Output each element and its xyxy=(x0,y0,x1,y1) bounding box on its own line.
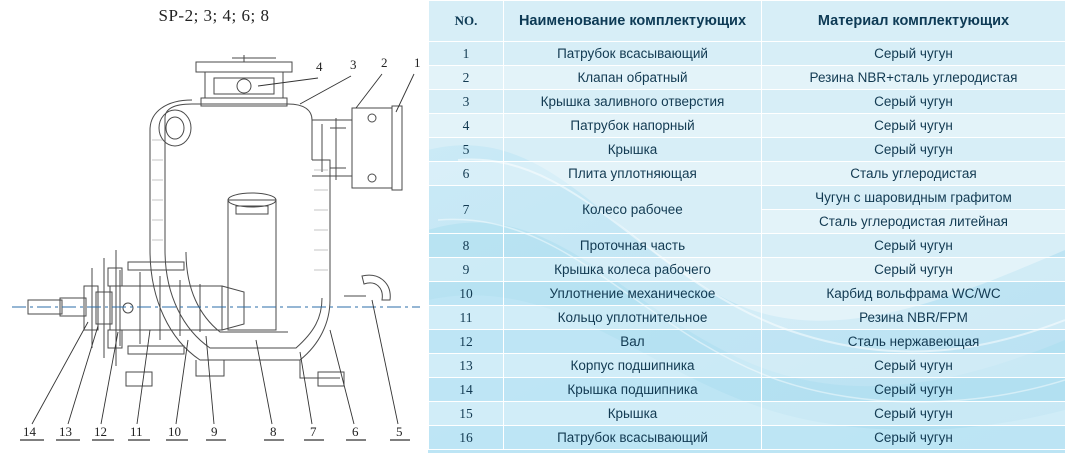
cell-name: Колесо рабочее xyxy=(504,186,762,234)
cell-name: Патрубок напорный xyxy=(504,114,762,138)
cell-no: 4 xyxy=(429,114,504,138)
callout-14: 14 xyxy=(23,424,36,439)
table-row xyxy=(429,378,1065,402)
table-row xyxy=(429,66,1065,90)
callout-6: 6 xyxy=(352,424,359,439)
callout-1: 1 xyxy=(414,55,421,70)
callout-10: 10 xyxy=(168,424,181,439)
cell-no: 5 xyxy=(429,138,504,162)
cell-no: 6 xyxy=(429,162,504,186)
table-row xyxy=(429,258,1065,282)
header-no: NO. xyxy=(429,1,504,42)
table-row xyxy=(429,282,1065,306)
cell-name: Кольцо уплотнительное xyxy=(504,306,762,330)
cell-material-alt: Сталь углеродистая литейная xyxy=(762,210,1065,234)
cell-no: 7 xyxy=(429,186,504,234)
cell-material: Серый чугун xyxy=(762,114,1065,138)
cell-name: Клапан обратный xyxy=(504,66,762,90)
parts-table-panel xyxy=(428,0,1065,453)
table-row xyxy=(429,138,1065,162)
cell-no: 1 xyxy=(429,42,504,66)
cell-no: 16 xyxy=(429,426,504,450)
cell-name: Крышка колеса рабочего xyxy=(504,258,762,282)
cell-material: Серый чугун xyxy=(762,234,1065,258)
cell-no: 8 xyxy=(429,234,504,258)
cell-no: 12 xyxy=(429,330,504,354)
header-name: Наименование комплектующих xyxy=(504,1,762,42)
cell-material: Серый чугун xyxy=(762,426,1065,450)
drawing-title: SP-2; 3; 4; 6; 8 xyxy=(158,6,270,25)
cell-material: Серый чугун xyxy=(762,354,1065,378)
cell-no: 9 xyxy=(429,258,504,282)
cell-no: 11 xyxy=(429,306,504,330)
table-row xyxy=(429,186,1065,210)
table-row xyxy=(429,90,1065,114)
cell-material: Резина NBR+сталь углеродистая xyxy=(762,66,1065,90)
table-row xyxy=(429,114,1065,138)
cell-name: Крышка xyxy=(504,402,762,426)
callout-3: 3 xyxy=(350,57,357,72)
cell-material: Сталь нержавеющая xyxy=(762,330,1065,354)
cell-name: Проточная часть xyxy=(504,234,762,258)
table-row xyxy=(429,42,1065,66)
cell-material: Резина NBR/FPM xyxy=(762,306,1065,330)
cell-name: Корпус подшипника xyxy=(504,354,762,378)
cell-no: 15 xyxy=(429,402,504,426)
cell-material: Серый чугун xyxy=(762,138,1065,162)
cell-material: Сталь углеродистая xyxy=(762,162,1065,186)
cell-material: Серый чугун xyxy=(762,378,1065,402)
cell-material: Серый чугун xyxy=(762,258,1065,282)
table-row xyxy=(429,426,1065,450)
callout-5: 5 xyxy=(396,424,403,439)
table-row xyxy=(429,402,1065,426)
cell-name: Плита уплотняющая xyxy=(504,162,762,186)
cell-material: Серый чугун xyxy=(762,402,1065,426)
table-row xyxy=(429,162,1065,186)
table-row xyxy=(429,306,1065,330)
cell-name: Крышка xyxy=(504,138,762,162)
callout-7: 7 xyxy=(310,424,317,439)
callout-9: 9 xyxy=(211,424,218,439)
pump-cross-section-svg xyxy=(0,0,428,453)
table-row xyxy=(429,234,1065,258)
cell-no: 14 xyxy=(429,378,504,402)
cell-name: Патрубок всасывающий xyxy=(504,426,762,450)
table-row xyxy=(429,330,1065,354)
cell-name: Патрубок всасывающий xyxy=(504,42,762,66)
table-header-row xyxy=(429,1,1065,42)
components-table xyxy=(428,0,1065,450)
cell-material: Серый чугун xyxy=(762,90,1065,114)
callout-11: 11 xyxy=(130,424,143,439)
callout-12: 12 xyxy=(94,424,107,439)
cell-no: 2 xyxy=(429,66,504,90)
cell-name: Вал xyxy=(504,330,762,354)
cell-no: 10 xyxy=(429,282,504,306)
cell-material: Карбид вольфрама WC/WC xyxy=(762,282,1065,306)
callout-2: 2 xyxy=(381,55,388,70)
cell-no: 13 xyxy=(429,354,504,378)
cell-name: Уплотнение механическое xyxy=(504,282,762,306)
header-material: Материал комплектующих xyxy=(762,1,1065,42)
cell-no: 3 xyxy=(429,90,504,114)
table-row xyxy=(429,354,1065,378)
pump-technical-drawing xyxy=(0,0,428,453)
callout-8: 8 xyxy=(270,424,277,439)
cell-name: Крышка заливного отверстия xyxy=(504,90,762,114)
cell-material: Чугун с шаровидным графитом xyxy=(762,186,1065,210)
callout-4: 4 xyxy=(316,59,323,74)
cell-material: Серый чугун xyxy=(762,42,1065,66)
cell-name: Крышка подшипника xyxy=(504,378,762,402)
callout-13: 13 xyxy=(59,424,72,439)
